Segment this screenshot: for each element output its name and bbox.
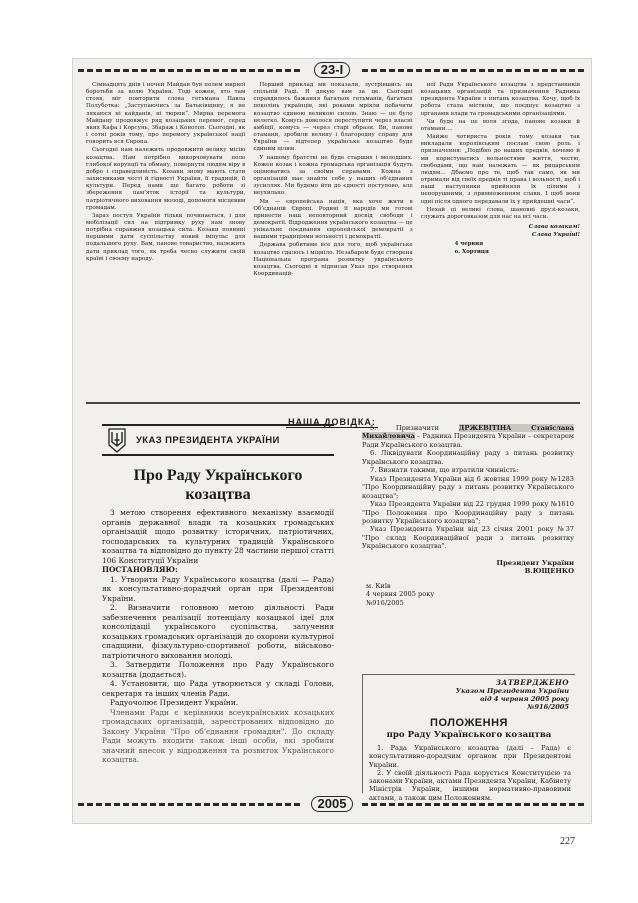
regulation-paragraph: 1. Рада Українського козацтва (далі – Рада) є консультативно-дорадчим органом при Президентові України.	[369, 744, 571, 769]
column-3	[421, 82, 580, 398]
scanned-page	[72, 58, 592, 824]
decree-paragraph: Указ Президента України від 6 жовтня 1999 року №1283 "Про Координаційну раду з питань розвитку Українського козацтва";	[362, 474, 574, 500]
column-2	[253, 82, 412, 398]
decree-header-bar	[102, 424, 334, 456]
column-paragraph: Держава робитиме все для того, щоб українське козацтво сдалось і міцніло. Незабаром буде створена Національна програма розвитку українського козацтва. Сьогодні я підписав Указ про створення Координацій-	[253, 242, 413, 278]
decree-body	[102, 508, 334, 765]
place-date-line: №916/2005	[366, 598, 404, 607]
speech-place: о. Хортиця	[454, 249, 489, 256]
trident-icon	[106, 426, 128, 454]
decree-paragraph: Членами Ради є керівники всеукраїнських козацьких громадських організацій, зареєстрованих відповідно до Закону України "Про об’єднання громадян". До складу Ради можуть входити також інші особи, які зробили значний внесок у відродження та розвиток Українського козацтва.	[102, 707, 334, 764]
decree-resolve: ПОСТАНОВЛЯЮ:	[102, 565, 178, 574]
decree-paragraph: 7. Визнати такими, що втратили чинність:	[370, 466, 519, 475]
regulation-title: ПОЛОЖЕННЯ	[430, 717, 508, 729]
approved-line: Указом Президента України	[455, 687, 569, 695]
signature-line: Президент України	[496, 558, 574, 567]
section-divider	[86, 402, 580, 404]
regulation-block	[362, 674, 575, 802]
decree-paragraph: 6. Ліквідувати Координаційну раду з питань розвитку Українського козацтва.	[362, 449, 574, 466]
decree-continuation-body	[362, 424, 574, 551]
decree-paragraph: Радуочолює Президент України.	[110, 698, 239, 707]
approved-line: №916/2005	[527, 703, 569, 711]
footer-ornament	[78, 796, 586, 812]
column-paragraph: Зараз поступ України тільки починається, і для мобілізації сил на підтримку руху нам знову потрібна справжня козацька сила. Козаки повинні першими дати суспільству новий імпульс для подальшого руху. Вам, панове товариство, належить дати приклад того, як треба чесно служити своїй країні і своєму народу.	[86, 212, 246, 262]
column-paragraph: У нашому братстві не буде старших і молодших. Кожен козак і кожна громадська організація будуть оцінюватись за своїми справами. Кожна з організацій має знайти себе у наших об’єднаних зусиллях. Ми будемо йти до єдності поступово, але неухильно.	[253, 154, 413, 197]
decree-title-line: козацтва	[185, 486, 251, 503]
signature-line: В.ЮЩЕНКО	[524, 567, 574, 576]
decree-paragraph	[362, 424, 574, 449]
footer-label: 2005	[311, 796, 354, 812]
place-date-line: м. Київ	[366, 581, 391, 590]
decree-title-line: Про Раду Українського	[133, 467, 303, 484]
column-1	[86, 82, 245, 398]
approved-line: від 4 червня 2005 року	[480, 695, 569, 703]
decree-paragraph: 4. Установити, що Рада утворюється у складі Голови, секретаря та інших членів Ради.	[102, 679, 334, 698]
column-paragraph: ної Ради Українського козацтва з представників козацьких організацій та призначення Радника президента України з питань козацтва. Хочу, щоб їх робота стала містком, що поєднує козацтво з органами влади та громадськими організаціями.	[420, 82, 580, 117]
regulation-subtitle: про Раду Українського козацтва	[386, 730, 552, 740]
header-ornament	[78, 62, 586, 78]
speech-date: 4 червня	[454, 241, 484, 248]
column-paragraph: Ми — європейська нація, яка хоче жити в Об’єднаній Європі. Родині її народів ми готові принести наш неповторний досвід свободи і демократії. Відродження українського козацтва — це унікальне поєднання європейської демократії з нашими традиціями вольності і демократії.	[253, 198, 413, 241]
decree-continuation	[362, 424, 574, 607]
closing-line: Слава козакам!	[528, 223, 580, 230]
closing-line: Слава Україні!	[531, 232, 580, 239]
section-title-text: НАША ДОВІДКА:	[288, 417, 376, 427]
column-paragraph: Сьогодні нам належить продовжити велику місію козацтва. Нам потрібно викорчовувати поле глибокої корупції та обману, повернути людям віру в добро і справедливість. Козаки знову мають стати захисниками честі й гідності України, її традицій, її культури. Перед нами ще багато роботи зі збереження пам’яток історії та культури, патріотичного виховання молоді, допомоги місцевим громадам.	[86, 147, 246, 211]
appointee-name: ДРЖЕВІТІНА Станіслава Михайловича	[362, 424, 574, 441]
item-rest: – Радника Президента України – секретарем Ради Українського козацтва.	[362, 432, 574, 449]
decree-paragraph: 1. Утворити Раду Українського козацтва (далі — Рада) як консультативно-дорадчий орган при Президентові України.	[102, 574, 334, 603]
column-paragraph: Перший приклад ми показали, зустрівшись на спільній Раді. Я дякую вам за це. Сьогодні справдилось бажання багатьох гетьманів, багатьох поколінь українців, які роками мріяли побачити козацтво єдиною великою силою. Знаю — це було нелегко. Комусь довелося переступити через власні амбіції, комусь — через старі образи. Ви, панове отамани, зробили велику і благородну справу для України — відтепер українське козацтво буде єдиним цілим.	[253, 82, 413, 153]
page-number: 227	[560, 836, 575, 847]
decree-paragraph: 2. Визначити головною метою діяльності Ради забезпечення реалізації потенціалу козацької ідеї для консолідації українського суспільства, залучення козацьких громадських організацій до охорони культурної спадщини, фізкультурно-спортивної роботи, військово-патріотичного виховання молоді.	[102, 603, 334, 660]
column-paragraph: Сімнадцять днів і ночей Майдан був полем мирної боротьби за волю України. Тоді кожен, хто там стояв, міг повторити слова гетьмана Павла Полуботка: „Заступаючись за Батьківщину, я не лякаюся ні кайданів, ні тюрми“. Мирна перемога Майдану продовжує ряд козацьких перемог, серед яких Кафа і Корсунь, Збараж і Конотоп. Сьогодні, як і сотні років тому, про перемогу української нації говорить вся Європа.	[86, 82, 246, 146]
decree-paragraph: Указ Президента України від 23 січня 2001 року №37 "Про склад Координаційної ради з питань розвитку Українського козацтва".	[362, 525, 574, 551]
regulation-paragraph: 2. У своїй діяльності Рада керується Конституцією та законами України, актами Президента України, Кабінету Міністрів України, іншими нормативно-правовими актами, а також цим Положенням.	[369, 768, 571, 802]
decree-place-date	[362, 582, 574, 608]
regulation-body	[363, 744, 575, 802]
decree-block	[102, 424, 334, 792]
decree-paragraph: 3. Затвердити Положення про Раду Українського козацтва (додається).	[102, 660, 334, 679]
column-paragraph: Нехай ці великі слова, шановні друзі-козаки, служать дороговказом для нас на всі часи.	[420, 206, 580, 220]
decree-header-label: УКАЗ ПРЕЗИДЕНТА УКРАЇНИ	[136, 434, 280, 446]
president-signature	[362, 559, 574, 576]
decree-paragraph: Указ Президента України від 22 грудня 1999 року №1610 "Про Положення про Координаційну раду з питань розвитку Українського козацтва";	[362, 500, 574, 525]
decree-title	[102, 466, 334, 504]
place-date-line: 4 червня 2005 року	[366, 590, 435, 599]
header-label: 23-I	[314, 62, 350, 78]
decree-paragraph: З метою створення ефективного механізму взаємодії органів державної влади та козацьких громадських організацій щодо розвитку історичних, патріотичних, господарських та культурних традицій Українського козацтва та відповідно до пункту 28 частини першої статті 106 Конституції України	[102, 508, 334, 565]
approved-line: ЗАТВЕРДЖЕНО	[495, 678, 569, 687]
item-prefix: 5. Призначити	[370, 424, 459, 432]
approved-stamp	[363, 675, 575, 711]
column-paragraph: Майже чотириста років тому козаки так викладали королівським послам свою роль і призначення: „Подібно до наших предків, хочемо й ми користуватись вольностями життя, честю, свободами, що нам належать — як рицарським людям... Дбаємо про те, щоб так само, як ми отримали від своїх предків ті права і вольності, щоб і наші наступники прийняли їх цілими і непорушними, з примноженням слави. І щоб вони одні після одного передавали їх у прийдешні часи“.	[420, 134, 580, 205]
column-paragraph: Чи буде на це воля згода, панове козаки й отамани....	[420, 118, 580, 132]
speech-columns	[86, 82, 580, 398]
